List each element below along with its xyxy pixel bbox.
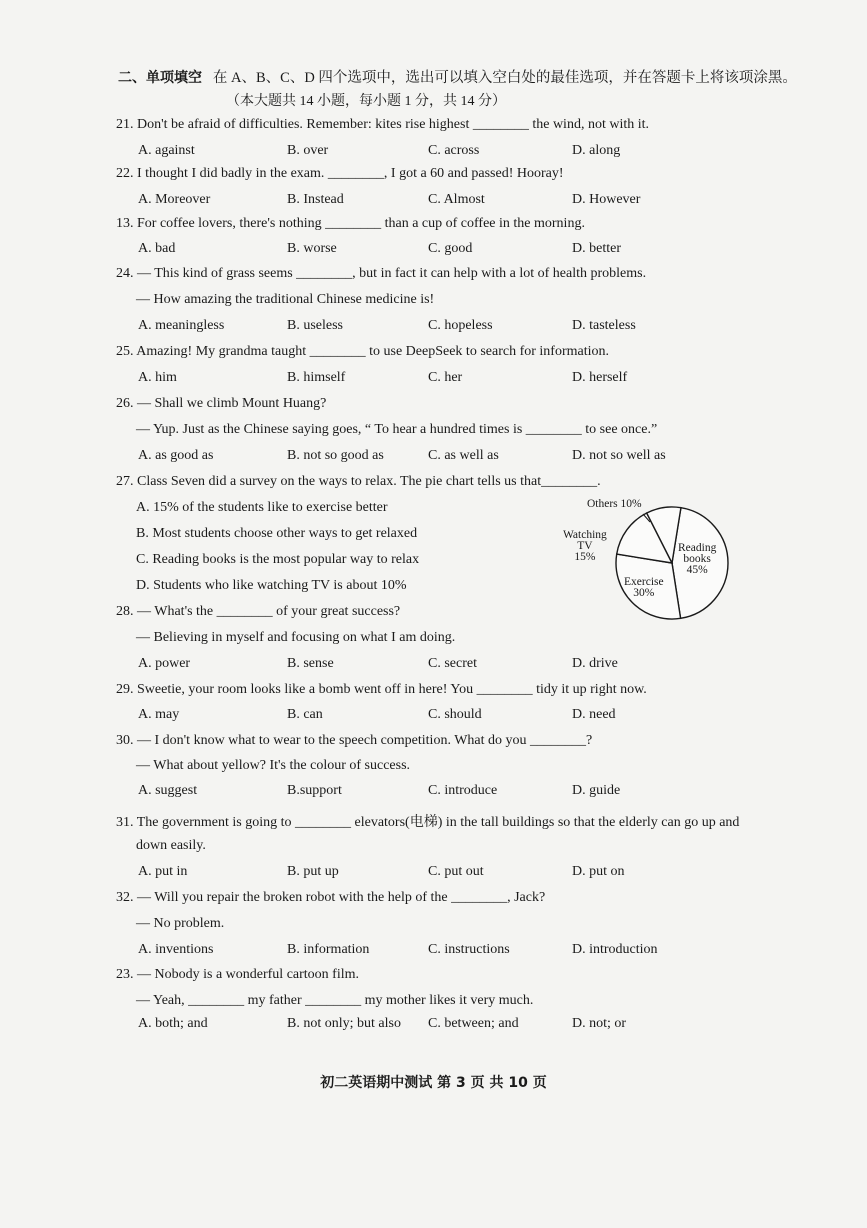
pie-label-exercise [624, 577, 664, 599]
answer-option: A. suggest [138, 783, 198, 798]
answer-option: C. between; and [428, 1016, 519, 1031]
section-heading [118, 66, 797, 87]
pie-label-tv-line1: Watching [563, 529, 607, 541]
pie-label-reading-line3: 45% [686, 564, 708, 576]
answer-option: B. not only; but also [287, 1016, 401, 1031]
answer-option: D. However [572, 192, 641, 207]
question-stem: 27. Class Seven did a survey on the ways to relax. The pie chart tells us that________. [116, 474, 601, 489]
pie-label-tv-line3: 15% [574, 551, 596, 563]
answer-option: C. should [428, 707, 482, 722]
pie-label-exercise-line2: 30% [633, 587, 655, 599]
answer-option: A. 15% of the students like to exercise better [136, 500, 388, 515]
question-line: — Yup. Just as the Chinese saying goes, “ To hear a hundred times is ________ to see once.” [136, 422, 658, 437]
question-stem: 28. — What's the ________ of your great success? [116, 604, 401, 619]
answer-option: C. secret [428, 656, 477, 671]
answer-option: B. can [287, 707, 323, 722]
question-stem: 32. — Will you repair the broken robot with the help of the ________, Jack? [116, 890, 546, 905]
question-stem: 31. The government is going to ________ elevators(电梯) in the tall buildings so that the elderly can go up and [116, 815, 740, 830]
section-score-note: （本大题共 14 小题，每小题 1 分，共 14 分） [226, 94, 506, 109]
question-stem: 26. — Shall we climb Mount Huang? [116, 396, 327, 411]
answer-option: C. her [428, 370, 463, 385]
question-stem: 21. Don't be afraid of difficulties. Remember: kites rise highest ________ the wind, not with it. [116, 117, 650, 132]
answer-option: D. along [572, 143, 621, 158]
answer-option: C. Almost [428, 192, 485, 207]
answer-option: C. as well as [428, 448, 499, 463]
answer-option: D. herself [572, 370, 628, 385]
answer-option: A. put in [138, 864, 188, 879]
question-line: — What about yellow? It's the colour of success. [136, 758, 411, 773]
question-stem: 29. Sweetie, your room looks like a bomb went off in here! You ________ tidy it up right now. [116, 682, 647, 697]
section-heading-title: 二、单项填空 [118, 70, 202, 86]
answer-option: A. him [138, 370, 177, 385]
answer-option: D. not so well as [572, 448, 666, 463]
pie-label-tv-line2: TV [577, 540, 593, 552]
answer-option: D. Students who like watching TV is about 10% [136, 578, 407, 593]
question-line: down easily. [136, 838, 206, 853]
answer-option: C. put out [428, 864, 484, 879]
pie-label-reading-line2: books [683, 553, 711, 565]
answer-option: D. better [572, 241, 621, 256]
answer-option: A. as good as [138, 448, 214, 463]
answer-option: B. himself [287, 370, 346, 385]
answer-option: B. sense [287, 656, 334, 671]
answer-option: D. put on [572, 864, 625, 879]
page-footer: 初二英语期中测试 第 3 页 共 10 页 [320, 1075, 547, 1091]
pie-label-others: Others 10% [587, 498, 642, 510]
answer-option: B. Most students choose other ways to get relaxed [136, 526, 418, 541]
answer-option: D. tasteless [572, 318, 636, 333]
question-line: — No problem. [136, 916, 225, 931]
question-stem: 24. — This kind of grass seems ________, but in fact it can help with a lot of health problems. [116, 266, 647, 281]
question-line: — How amazing the traditional Chinese medicine is! [136, 292, 435, 307]
answer-option: A. Moreover [138, 192, 211, 207]
answer-option: A. inventions [138, 942, 214, 957]
pie-label-exercise-line1: Exercise [624, 576, 664, 588]
answer-option: C. across [428, 143, 480, 158]
answer-option: B. worse [287, 241, 337, 256]
answer-option: C. hopeless [428, 318, 493, 333]
question-line: — Believing in myself and focusing on what I am doing. [136, 630, 456, 645]
answer-option: D. guide [572, 783, 621, 798]
answer-option: A. power [138, 656, 191, 671]
answer-option: A. may [138, 707, 180, 722]
pie-label-reading-line1: Reading [678, 542, 717, 554]
answer-option: B. useless [287, 318, 343, 333]
answer-option: B. over [287, 143, 329, 158]
answer-option: D. drive [572, 656, 618, 671]
answer-option: B.support [287, 783, 342, 798]
section-instruction: 在 A、B、C、D 四个选项中，选出可以填入空白处的最佳选项，并在答题卡上将该项涂黑。 [212, 70, 797, 86]
answer-option: B. not so good as [287, 448, 384, 463]
answer-option: D. need [572, 707, 616, 722]
answer-option: D. introduction [572, 942, 658, 957]
answer-option: A. both; and [138, 1016, 208, 1031]
pie-label-tv [563, 530, 607, 563]
answer-option: D. not; or [572, 1016, 627, 1031]
question-stem: 22. I thought I did badly in the exam. ________, I got a 60 and passed! Hooray! [116, 166, 564, 181]
answer-option: C. instructions [428, 942, 510, 957]
question-stem: 30. — I don't know what to wear to the speech competition. What do you ________? [116, 733, 593, 748]
answer-option: B. information [287, 942, 370, 957]
question-stem: 23. — Nobody is a wonderful cartoon film. [116, 967, 360, 982]
pie-label-reading [678, 543, 716, 576]
question-line: — Yeah, ________ my father ________ my mother likes it very much. [136, 993, 534, 1008]
answer-option: C. good [428, 241, 473, 256]
answer-option: A. against [138, 143, 195, 158]
question-stem: 13. For coffee lovers, there's nothing ________ than a cup of coffee in the morning. [116, 216, 585, 231]
question-stem: 25. Amazing! My grandma taught ________ to use DeepSeek to search for information. [116, 344, 609, 359]
answer-option: A. bad [138, 241, 176, 256]
answer-option: C. Reading books is the most popular way to relax [136, 552, 420, 567]
answer-option: B. Instead [287, 192, 344, 207]
answer-option: A. meaningless [138, 318, 225, 333]
answer-option: C. introduce [428, 783, 498, 798]
answer-option: B. put up [287, 864, 339, 879]
